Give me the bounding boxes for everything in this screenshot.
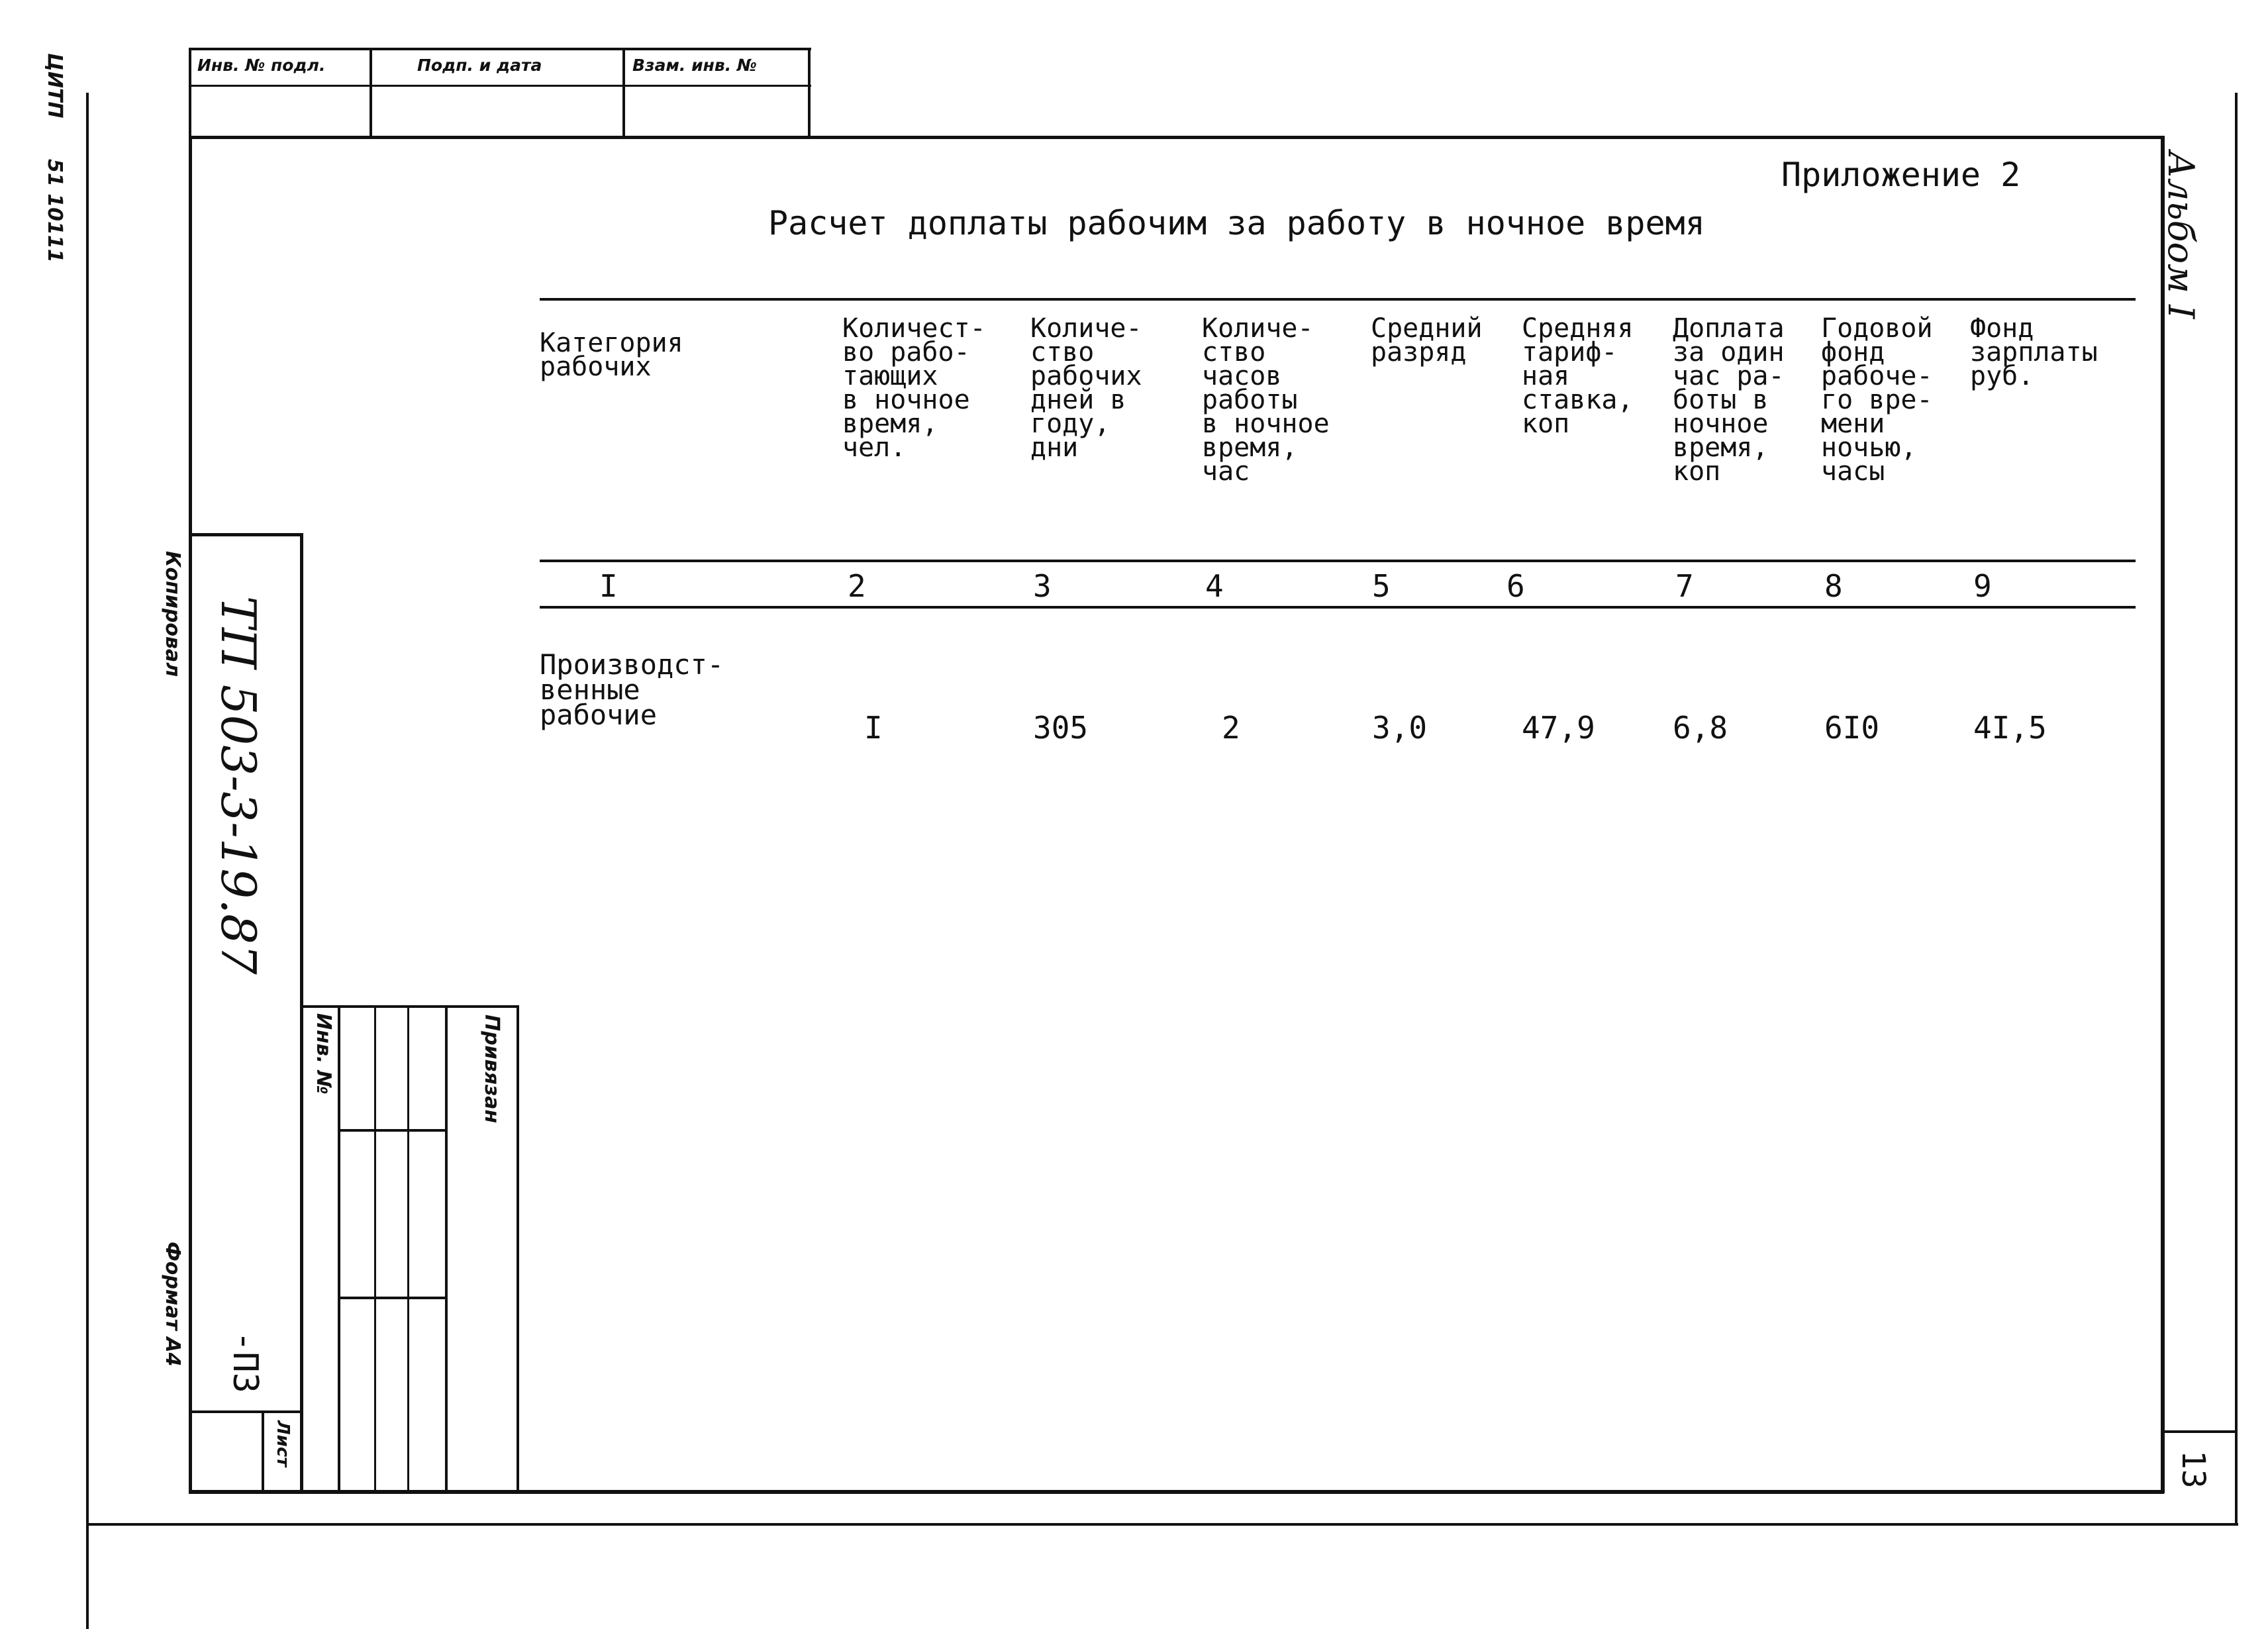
header-workers-night: Количест- во рабо- тающих в ночное время, чел. (842, 313, 986, 463)
row-workers-night: I (864, 710, 883, 746)
header-avg-grade: Средний разряд (1371, 313, 1483, 368)
inv-block-right (517, 1005, 519, 1492)
header-avg-rate: Средняя тариф- ная ставка, коп (1522, 313, 1634, 439)
frame-right (2161, 136, 2165, 1493)
inv-no-label: Инв. № (312, 1013, 335, 1095)
colnum-4: 4 (1205, 568, 1224, 604)
side-block-right (300, 533, 303, 1493)
colnum-1: I (599, 568, 618, 604)
project-code: ТП 503-3-19.87 (211, 596, 266, 975)
frame-outer-bottom (86, 1523, 2238, 1526)
header-night-hours: Количе- ство часов работы в ночное время, час (1202, 313, 1330, 487)
row-night-hours: 2 (1222, 710, 1240, 746)
colnum-2: 2 (848, 568, 866, 604)
inv-block-div-a (338, 1005, 340, 1492)
side-block-top (189, 533, 301, 536)
header-surcharge-hour: Доплата за один час ра- боты в ночное время, коп (1673, 313, 1785, 487)
table-colnum-bottom-rule (540, 606, 2136, 609)
colnum-5: 5 (1372, 568, 1391, 604)
side-block-list-div (262, 1410, 264, 1493)
row-avg-rate: 47,9 (1522, 710, 1595, 746)
header-wage-fund: Фонд зарплаты руб. (1970, 313, 2098, 391)
header-work-days: Количе- ство рабочих дней в году, дни (1030, 313, 1142, 463)
format-label: Формат А4 (161, 1242, 184, 1367)
page-number: 13 (2175, 1450, 2212, 1489)
table-header-bottom-rule (540, 560, 2136, 562)
inv-block-h1 (338, 1129, 447, 1132)
inv-block-div-b (374, 1005, 376, 1492)
row-work-days: 305 (1033, 710, 1089, 746)
kopiroval-label: Копировал (161, 551, 184, 677)
page-number-box-top (2161, 1430, 2235, 1433)
right-margin-outer (2235, 93, 2238, 1523)
row-wage-fund: 4I,5 (1973, 710, 2047, 746)
document-title: Расчет доплаты рабочим за работу в ночное время (768, 204, 1705, 242)
top-stamp-mid (189, 85, 811, 87)
frame-top (189, 136, 2164, 139)
stamp-vzam-inv: Взам. инв. № (632, 56, 757, 75)
colnum-6: 6 (1506, 568, 1525, 604)
inv-block-div-d (445, 1005, 448, 1492)
stamp-podp-data: Подп. и дата (417, 56, 542, 75)
inv-block-top (300, 1005, 518, 1008)
header-category: Категория рабочих (540, 328, 683, 382)
frame-inner-left (189, 136, 192, 1493)
colnum-9: 9 (1973, 568, 1992, 604)
top-stamp-div1 (370, 48, 372, 137)
stamp-inv-podl: Инв. № подл. (197, 56, 326, 75)
frame-bottom (189, 1490, 2164, 1494)
top-stamp-top (189, 48, 811, 50)
archive-number: 51 10111 (43, 159, 66, 263)
colnum-3: 3 (1033, 568, 1052, 604)
row-avg-grade: 3,0 (1372, 710, 1428, 746)
list-label: Лист (273, 1420, 293, 1467)
sheet-code: -ПЗ (225, 1331, 265, 1393)
row-category: Производст- венные рабочие (540, 648, 724, 731)
appendix-label: Приложение 2 (1781, 156, 2021, 194)
side-block-bottom-top (189, 1410, 301, 1413)
row-surcharge-hour: 6,8 (1673, 710, 1728, 746)
frame-outer-left (86, 93, 89, 1629)
privyazan-label: Привязан (480, 1014, 503, 1124)
top-stamp-right (808, 48, 811, 137)
top-stamp-div2 (622, 48, 625, 137)
album-label: Альбом I (2160, 151, 2202, 319)
colnum-7: 7 (1675, 568, 1694, 604)
colnum-8: 8 (1824, 568, 1843, 604)
inv-block-h2 (338, 1297, 447, 1299)
row-annual-fund: 6I0 (1824, 710, 1880, 746)
top-stamp-left (189, 48, 191, 137)
table-top-rule (540, 298, 2136, 301)
header-annual-fund: Годовой фонд рабоче- го вре- мени ночью, часы (1821, 313, 1933, 487)
inv-block-div-c (407, 1005, 409, 1492)
archive-code: ЦИТП (43, 53, 66, 119)
